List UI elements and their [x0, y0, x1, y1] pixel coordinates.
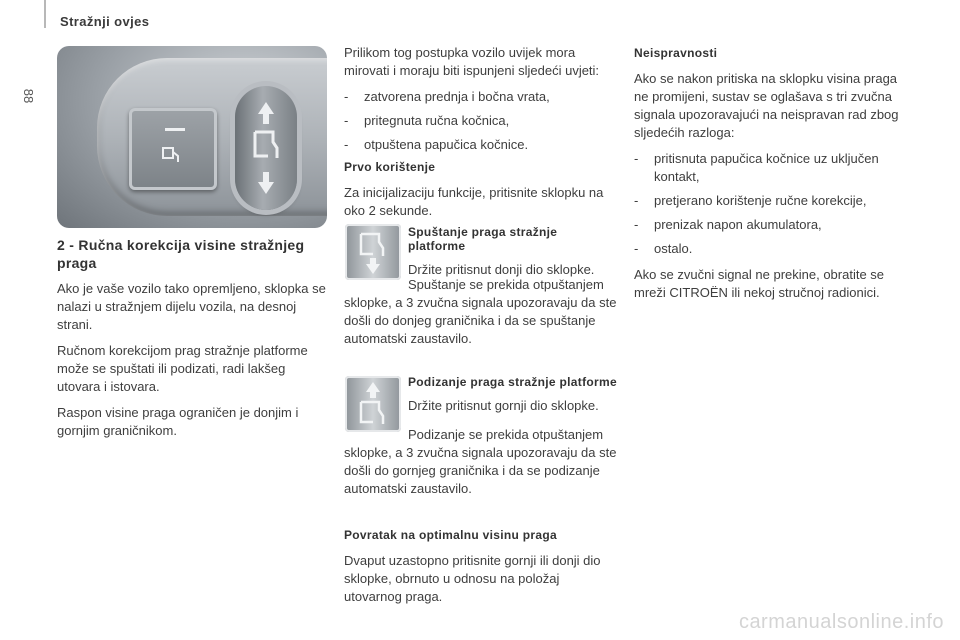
lowering-text1: Držite pritisnut donji dio sklopke.: [408, 262, 595, 277]
first-use-text: Za inicijalizaciju funkcije, pritisnite sklopku na oko 2 sekunde.: [344, 185, 604, 218]
first-use-block: [344, 158, 616, 228]
middle-column: [344, 44, 616, 162]
lowering-text2: Spuštanje se prekida otpuštanjem sklopke, a 3 zvučna signala upozoravaju da ste došli do donjeg graničnika i da se spuštanje automatski zaustavilo.: [344, 277, 617, 346]
rocker-switch: [235, 86, 297, 210]
watermark: carmanualsonline.info: [738, 611, 944, 633]
list-item: - prenizak napon akumulatora,: [634, 216, 906, 234]
platform-icon: [159, 144, 181, 166]
faults-intro: Ako se nakon pritiska na sklopku visina praga ne promijeni, sustav se oglašava s tri zvučna signala upozoravajući na neispravan rad zbog sljedećih razloga:: [634, 71, 899, 140]
list-item: - zatvorena prednja i bočna vrata,: [344, 88, 616, 106]
return-block: [344, 526, 616, 614]
faults-title: Neispravnosti: [634, 46, 718, 60]
raising-block: [408, 375, 618, 423]
switch-panel-photo: [57, 46, 327, 228]
paragraph: Ako je vaše vozilo tako opremljeno, sklopka se nalazi u stražnjem dijelu vozila, na desnoj strani.: [57, 281, 326, 332]
right-column: [634, 44, 906, 310]
paragraph: Raspon visine praga ograničen je donjim i gornjim graničnikom.: [57, 405, 299, 438]
conditions-intro: Prilikom tog postupka vozilo uvijek mora mirovati i moraju biti ispunjeni sljedeći uvjeti:: [344, 45, 600, 78]
list-item: - otpuštena papučica kočnice.: [344, 136, 616, 154]
paragraph: Ručnom korekcijom prag stražnje platforme može se spuštati ili podizati, radi lakšeg utovara i istovara.: [57, 343, 308, 394]
conditions-list: [344, 88, 616, 154]
return-text: Dvaput uzastopno pritisnite gornji ili donji dio sklopke, obrnuto u odnosu na položaj utovarnog praga.: [344, 553, 601, 604]
faults-list: [634, 150, 906, 258]
lower-arrow-icon: [353, 228, 393, 276]
switch-up-icon: [345, 376, 401, 432]
list-item: - pretjerano korištenje ručne korekcije,: [634, 192, 906, 210]
return-title: Povratak na optimalnu visinu praga: [344, 528, 557, 542]
list-item: - pritisnuta papučica kočnice uz uključen kontakt,: [634, 150, 906, 186]
square-switch: [129, 108, 217, 190]
left-column: [57, 236, 329, 448]
section-title: Stražnji ovjes: [60, 14, 150, 29]
minus-icon: [165, 128, 185, 131]
raising-text1: Držite pritisnut gornji dio sklopke.: [408, 398, 599, 413]
raising-detail: [344, 426, 618, 506]
switch-down-icon: [345, 224, 401, 280]
faults-outro: Ako se zvučni signal ne prekine, obratite se mreži CITROËN ili nekoj stručnoj radionici.: [634, 267, 885, 300]
list-item: - ostalo.: [634, 240, 906, 258]
margin-rule: [44, 0, 46, 28]
manual-correction-heading: 2 - Ručna korekcija visine stražnjeg praga: [57, 237, 305, 271]
raise-arrow-icon: [353, 380, 393, 428]
first-use-title: Prvo korištenje: [344, 160, 436, 174]
list-item: - pritegnuta ručna kočnica,: [344, 112, 616, 130]
raising-text2: Podizanje se prekida otpuštanjem sklopke, a 3 zvučna signala upozoravaju da ste došli do gornjeg graničnika i da se podizanje automatski zaustavilo.: [344, 427, 617, 496]
lowering-detail: [344, 276, 618, 356]
up-down-arrows-icon: [246, 98, 286, 198]
raising-title: Podizanje praga stražnje platforme: [408, 375, 617, 389]
page-number: 88: [21, 88, 36, 104]
lowering-title: Spuštanje praga stražnje platforme: [408, 225, 558, 253]
